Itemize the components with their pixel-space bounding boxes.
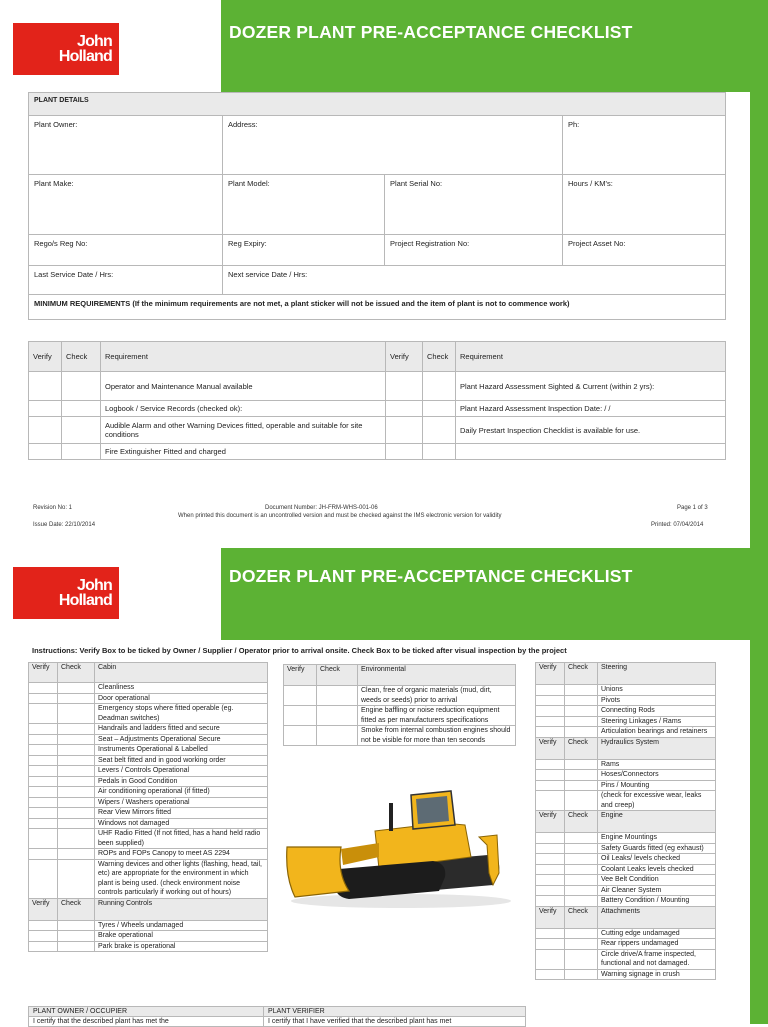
verify-box[interactable] — [386, 417, 423, 444]
check-box[interactable] — [58, 931, 95, 942]
section-title: Environmental — [358, 665, 516, 686]
checklist-item: Articulation bearings and retainers — [598, 727, 716, 738]
checklist-item: Clean, free of organic materials (mud, dirt, weeds or seeds) prior to arrival — [358, 686, 516, 706]
verify-box[interactable] — [536, 928, 565, 939]
check-box[interactable] — [58, 797, 95, 808]
section-title: Hydraulics System — [598, 737, 716, 759]
check-box[interactable] — [58, 941, 95, 952]
verify-box[interactable] — [29, 745, 58, 756]
checklist-item: Steering Linkages / Rams — [598, 716, 716, 727]
checklist-item: Circle drive/A frame inspected, functional and not damaged. — [598, 949, 716, 969]
verify-box[interactable] — [29, 372, 62, 401]
verify-box[interactable] — [29, 787, 58, 798]
page-number: Page 1 of 3 — [677, 505, 708, 511]
mechanical-checklist — [535, 662, 716, 980]
requirement-header: Requirement — [101, 342, 386, 372]
check-box[interactable] — [565, 695, 598, 706]
plant-details-heading: PLANT DETAILS — [29, 93, 726, 116]
verify-box[interactable] — [29, 444, 62, 460]
check-header: Check — [62, 342, 101, 372]
check-box[interactable] — [58, 745, 95, 756]
requirement-item: Logbook / Service Records (checked ok): — [101, 401, 386, 417]
checklist-item: Pivots — [598, 695, 716, 706]
verify-box[interactable] — [29, 755, 58, 766]
checklist-item: Pedals in Good Condition — [95, 776, 268, 787]
verify-box[interactable] — [536, 706, 565, 717]
check-header: Check — [317, 665, 358, 686]
section-title: Cabin — [95, 663, 268, 683]
check-box[interactable] — [58, 859, 95, 898]
plant-details-table — [28, 92, 726, 320]
next-service-field[interactable]: Next service Date / Hrs: — [223, 266, 726, 295]
checklist-item: Cleanliness — [95, 683, 268, 694]
check-box[interactable] — [565, 939, 598, 950]
checklist-item: Air Cleaner System — [598, 885, 716, 896]
verify-box[interactable] — [29, 776, 58, 787]
checklist-item: Door operational — [95, 693, 268, 704]
plant-serial-field[interactable]: Plant Serial No: — [385, 175, 563, 235]
address-field[interactable]: Address: — [223, 116, 563, 175]
requirement-item: Operator and Maintenance Manual available — [101, 372, 386, 401]
check-box[interactable] — [317, 726, 358, 746]
hours-field[interactable]: Hours / KM's: — [563, 175, 726, 235]
revision-number: Revision No: 1 — [33, 505, 73, 511]
verify-box[interactable] — [29, 859, 58, 898]
right-green-bar — [750, 0, 768, 1024]
checklist-item: Vee Belt Condition — [598, 875, 716, 886]
checklist-item: Rear rippers undamaged — [598, 939, 716, 950]
check-box[interactable] — [58, 704, 95, 724]
check-header: Check — [58, 663, 95, 683]
verify-header: Verify — [29, 663, 58, 683]
verify-box[interactable] — [536, 759, 565, 770]
john-holland-logo — [13, 23, 119, 75]
requirement-header: Requirement — [456, 342, 726, 372]
requirement-item: Plant Hazard Assessment Sighted & Current (within 2 yrs): — [456, 372, 726, 401]
verify-box[interactable] — [386, 372, 423, 401]
checklist-item: Tyres / Wheels undamaged — [95, 920, 268, 931]
checklist-item: Engine Mountings — [598, 833, 716, 844]
plant-model-field[interactable]: Plant Model: — [223, 175, 385, 235]
check-box[interactable] — [565, 928, 598, 939]
check-box[interactable] — [58, 755, 95, 766]
check-box[interactable] — [423, 444, 456, 460]
verify-box[interactable] — [536, 833, 565, 844]
verify-box[interactable] — [284, 706, 317, 726]
verifier-certification-text: I certify that I have verified that the described plant has met — [264, 1017, 526, 1027]
verify-box[interactable] — [386, 444, 423, 460]
verify-box[interactable] — [29, 931, 58, 942]
check-box[interactable] — [565, 949, 598, 969]
check-box[interactable] — [565, 843, 598, 854]
verify-box[interactable] — [536, 854, 565, 865]
verify-box[interactable] — [536, 896, 565, 907]
uncontrolled-note: When printed this document is an uncontrolled version and must be checked against the IMS electronic version for validity — [178, 513, 502, 519]
verify-box[interactable] — [29, 724, 58, 735]
verify-box[interactable] — [29, 683, 58, 694]
requirement-item: Audible Alarm and other Warning Devices fitted, operable and suitable for site conditions — [101, 417, 386, 444]
check-box[interactable] — [58, 829, 95, 849]
logo-line-2: Holland — [58, 48, 112, 65]
checklist-item: Engine baffling or noise reduction equipment fitted as per manufacturers specifications — [358, 706, 516, 726]
checklist-item: Seat belt fitted and in good working order — [95, 755, 268, 766]
verify-box[interactable] — [536, 716, 565, 727]
document-number: Document Number: JH-FRM-WHS-001-06 — [265, 505, 378, 511]
requirements-table — [28, 341, 726, 460]
verify-box[interactable] — [29, 704, 58, 724]
check-box[interactable] — [565, 727, 598, 738]
requirement-item: Daily Prestart Inspection Checklist is available for use. — [456, 417, 726, 444]
checklist-item: Warning devices and other lights (flashing, head, tail, etc) are appropriate for the environment in which plant is being used. (check environment noise controls particularly if working out of hours) — [95, 859, 268, 898]
check-box[interactable] — [565, 854, 598, 865]
verify-box[interactable] — [29, 417, 62, 444]
checklist-item: (check for excessive wear, leaks and creep) — [598, 791, 716, 811]
plant-verifier-heading: PLANT VERIFIER — [264, 1007, 526, 1017]
plant-make-field[interactable]: Plant Make: — [29, 175, 223, 235]
check-box[interactable] — [565, 833, 598, 844]
logo-line-2: Holland — [58, 592, 112, 609]
verify-box[interactable] — [29, 818, 58, 829]
check-header: Check — [565, 663, 598, 685]
phone-field[interactable]: Ph: — [563, 116, 726, 175]
verify-box[interactable] — [536, 939, 565, 950]
page-title: DOZER PLANT PRE-ACCEPTANCE CHECKLIST — [229, 566, 633, 586]
check-box[interactable] — [565, 896, 598, 907]
plant-owner-field[interactable]: Plant Owner: — [29, 116, 223, 175]
checklist-item: Coolant Leaks levels checked — [598, 864, 716, 875]
check-box[interactable] — [565, 875, 598, 886]
check-box[interactable] — [58, 766, 95, 777]
check-header: Check — [58, 898, 95, 920]
check-box[interactable] — [565, 791, 598, 811]
verify-box[interactable] — [536, 695, 565, 706]
check-box[interactable] — [565, 706, 598, 717]
check-box[interactable] — [423, 417, 456, 444]
check-box[interactable] — [565, 716, 598, 727]
checklist-item: Cutting edge undamaged — [598, 928, 716, 939]
checklist-item: Park brake is operational — [95, 941, 268, 952]
verify-box[interactable] — [29, 920, 58, 931]
logo-line-1: John — [76, 33, 112, 50]
verify-box[interactable] — [536, 969, 565, 980]
requirement-item — [456, 444, 726, 460]
verify-box[interactable] — [29, 401, 62, 417]
check-box[interactable] — [565, 685, 598, 696]
check-box[interactable] — [62, 372, 101, 401]
section-title: Steering — [598, 663, 716, 685]
minimum-requirements-note: MINIMUM REQUIREMENTS (If the minimum requirements are not met, a plant sticker will not be issued and the item of plant is not to commence work) — [29, 295, 726, 320]
check-box[interactable] — [565, 969, 598, 980]
checklist-item: Connecting Rods — [598, 706, 716, 717]
checklist-item: Battery Condition / Mounting — [598, 896, 716, 907]
verify-header: Verify — [536, 906, 565, 928]
check-header: Check — [565, 811, 598, 833]
verify-header: Verify — [536, 663, 565, 685]
checklist-item: Hoses/Connectors — [598, 770, 716, 781]
checklist-item: Smoke from internal combustion engines should not be visible for more than ten seconds — [358, 726, 516, 746]
project-asset-field[interactable]: Project Asset No: — [563, 235, 726, 266]
page-title: DOZER PLANT PRE-ACCEPTANCE CHECKLIST — [229, 22, 633, 42]
checklist-item: Unions — [598, 685, 716, 696]
dozer-icon — [283, 773, 519, 915]
checklist-item: Brake operational — [95, 931, 268, 942]
checklist-item: Warning signage in crush — [598, 969, 716, 980]
verify-box[interactable] — [29, 941, 58, 952]
checklist-item: Instruments Operational & Labelled — [95, 745, 268, 756]
check-box[interactable] — [565, 885, 598, 896]
verify-box[interactable] — [536, 780, 565, 791]
verify-box[interactable] — [536, 843, 565, 854]
check-box[interactable] — [58, 787, 95, 798]
verify-box[interactable] — [284, 726, 317, 746]
verify-box[interactable] — [29, 797, 58, 808]
cabin-checklist — [28, 662, 268, 952]
verify-box[interactable] — [536, 791, 565, 811]
checklist-item: UHF Radio Fitted (If not fitted, has a hand held radio been supplied) — [95, 829, 268, 849]
environmental-checklist — [283, 664, 516, 746]
verify-box[interactable] — [536, 727, 565, 738]
checklist-item: Emergency stops where fitted operable (eg. Deadman switches) — [95, 704, 268, 724]
rego-expiry-field[interactable]: Reg Expiry: — [223, 235, 385, 266]
check-box[interactable] — [58, 683, 95, 694]
checklist-item: Levers / Controls Operational — [95, 766, 268, 777]
check-box[interactable] — [317, 686, 358, 706]
check-header: Check — [565, 737, 598, 759]
john-holland-logo — [13, 567, 119, 619]
check-box[interactable] — [58, 920, 95, 931]
section-title: Attachments — [598, 906, 716, 928]
check-box[interactable] — [565, 864, 598, 875]
title-band — [221, 548, 750, 640]
rego-field[interactable]: Rego/s Reg No: — [29, 235, 223, 266]
project-registration-field[interactable]: Project Registration No: — [385, 235, 563, 266]
verify-box[interactable] — [536, 864, 565, 875]
printed-date: Printed: 07/04/2014 — [651, 522, 704, 528]
dozer-image — [283, 773, 519, 915]
checklist-item: Pins / Mounting — [598, 780, 716, 791]
verify-box[interactable] — [536, 685, 565, 696]
logo-line-1: John — [76, 577, 112, 594]
verify-box[interactable] — [536, 949, 565, 969]
check-box[interactable] — [58, 849, 95, 860]
check-box[interactable] — [423, 372, 456, 401]
check-box[interactable] — [423, 401, 456, 417]
requirement-item: Plant Hazard Assessment Inspection Date: / / — [456, 401, 726, 417]
check-header: Check — [565, 906, 598, 928]
check-box[interactable] — [58, 808, 95, 819]
verify-box[interactable] — [29, 734, 58, 745]
verify-box[interactable] — [284, 686, 317, 706]
issue-date: Issue Date: 22/10/2014 — [33, 522, 96, 528]
check-box[interactable] — [62, 444, 101, 460]
verify-box[interactable] — [386, 401, 423, 417]
verify-box[interactable] — [536, 885, 565, 896]
check-box[interactable] — [62, 417, 101, 444]
requirement-item: Fire Extinguisher Fitted and charged — [101, 444, 386, 460]
plant-owner-heading: PLANT OWNER / OCCUPIER — [29, 1007, 264, 1017]
verify-header: Verify — [386, 342, 423, 372]
checklist-item: Rams — [598, 759, 716, 770]
instructions-text: Instructions: Verify Box to be ticked by Owner / Supplier / Operator prior to arrival onsite. Check Box to be ticked after visual inspection by the project — [32, 646, 567, 655]
check-box[interactable] — [58, 734, 95, 745]
check-box[interactable] — [58, 776, 95, 787]
checklist-item: Seat – Adjustments Operational Secure — [95, 734, 268, 745]
verify-box[interactable] — [29, 766, 58, 777]
title-band — [221, 0, 750, 92]
checklist-item: Handrails and ladders fitted and secure — [95, 724, 268, 735]
last-service-field[interactable]: Last Service Date / Hrs: — [29, 266, 223, 295]
verify-box[interactable] — [29, 829, 58, 849]
verify-header: Verify — [284, 665, 317, 686]
section-title: Engine — [598, 811, 716, 833]
checklist-item: Rear View Mirrors fitted — [95, 808, 268, 819]
check-box[interactable] — [317, 706, 358, 726]
check-box[interactable] — [565, 780, 598, 791]
verify-header: Verify — [29, 898, 58, 920]
checklist-item: ROPs and FOPs Canopy to meet AS 2294 — [95, 849, 268, 860]
check-header: Check — [423, 342, 456, 372]
verify-header: Verify — [536, 737, 565, 759]
checklist-item: Oil Leaks/ levels checked — [598, 854, 716, 865]
check-box[interactable] — [565, 759, 598, 770]
verify-box[interactable] — [536, 875, 565, 886]
verify-box[interactable] — [536, 770, 565, 781]
check-box[interactable] — [58, 818, 95, 829]
check-box[interactable] — [565, 770, 598, 781]
checklist-item: Wipers / Washers operational — [95, 797, 268, 808]
section-title: Running Controls — [95, 898, 268, 920]
check-box[interactable] — [58, 693, 95, 704]
checklist-item: Safety Guards fitted (eg exhaust) — [598, 843, 716, 854]
verify-box[interactable] — [29, 693, 58, 704]
owner-certification-text: I certify that the described plant has met the — [29, 1017, 264, 1027]
verify-box[interactable] — [29, 808, 58, 819]
verify-box[interactable] — [29, 849, 58, 860]
checklist-item: Windows not damaged — [95, 818, 268, 829]
verify-header: Verify — [536, 811, 565, 833]
check-box[interactable] — [58, 724, 95, 735]
checklist-item: Air conditioning operational (if fitted) — [95, 787, 268, 798]
verify-header: Verify — [29, 342, 62, 372]
check-box[interactable] — [62, 401, 101, 417]
